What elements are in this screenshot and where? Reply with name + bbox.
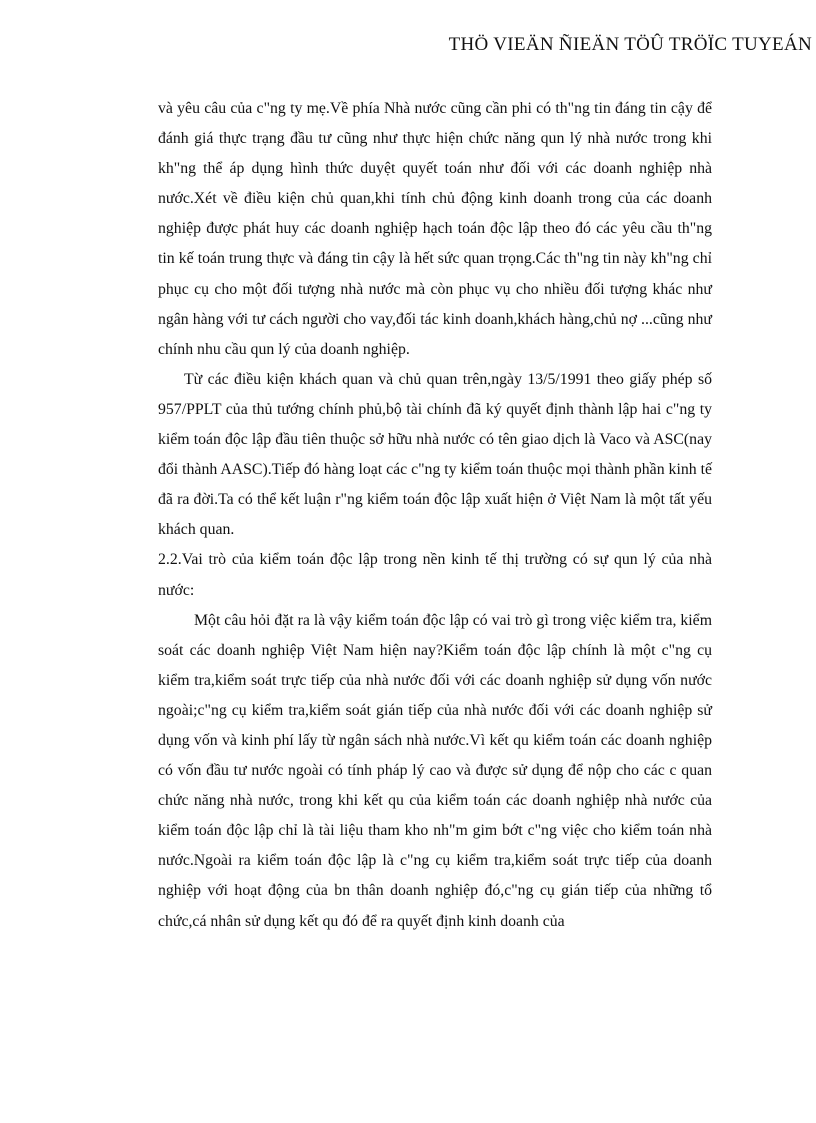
document-body [158,94,712,937]
page-header-title: THÖ VIEÄN ÑIEÄN TÖÛ TRÖÏC TUYEÁN [448,34,812,55]
paragraph-role: Một câu hỏi đặt ra là vậy kiểm toán độc lập có vai trò gì trong việc kiểm tra, kiểm soát các doanh nghiệp Việt Nam hiện nay?Kiểm toán độc lập chính là một c"ng cụ kiểm tra,kiểm soát trực tiếp của nhà nước đối với các doanh nghiệp sử dụng vốn nước ngoài;c"ng cụ kiểm tra,kiểm soát gián tiếp của nhà nước đối với các doanh nghiệp sử dụng vốn và kinh phí lấy từ ngân sách nhà nước.Vì kết qu kiểm toán các doanh nghiệp có vốn đầu tư nước ngoài có tính pháp lý cao và được sử dụng để nộp cho các c quan chức năng nhà nước, trong khi kết qu của kiểm toán các doanh nghiệp nhà nước của kiểm toán độc lập chỉ là tài liệu tham kho nh"m gim bớt c"ng việc cho kiểm toán nhà nước.Ngoài ra kiểm toán độc lập là c"ng cụ kiểm tra,kiểm soát trực tiếp của doanh nghiệp với hoạt động của bn thân doanh nghiệp đó,c"ng cụ gián tiếp của những tổ chức,cá nhân sử dụng kết qu đó để ra quyết định kinh doanh của [158,611,712,930]
paragraph-continuation: và yêu câu của c"ng ty mẹ.Về phía Nhà nước cũng cần phi có th"ng tin đáng tin cậy để đánh giá thực trạng đầu tư cũng như thực hiện chức năng qun lý nhà nước trong khi kh"ng thể áp dụng hình thức duyệt quyết toán như đối với các doanh nghiệp nhà nước.Xét về điều kiện chủ quan,khi tính chủ động kinh doanh trong của các doanh nghiệp được phát huy các doanh nghiệp hạch toán độc lập theo đó các yêu cầu th"ng tin kế toán trung thực và đáng tin cậy là hết sức quan trọng.Các th"ng tin này kh"ng chỉ phục cụ cho một đối tượng nhà nước mà còn phục vụ cho nhiều đối tượng khác như ngân hàng với tư cách người cho vay,đối tác kinh doanh,khách hàng,chủ nợ ...cũng như chính nhu cầu qun lý của doanh nghiệp. [158,100,712,358]
section-heading: 2.2.Vai trò của kiểm toán độc lập trong nền kinh tế thị trường có sự qun lý của nhà nước: [158,551,712,599]
paragraph-establishment: Từ các điều kiện khách quan và chủ quan trên,ngày 13/5/1991 theo giấy phép số 957/PPLT của thủ tướng chính phủ,bộ tài chính đã ký quyết định thành lập hai c"ng ty kiểm toán độc lập đầu tiên thuộc sở hữu nhà nước có tên giao dịch là Vaco và ASC(nay đổi thành AASC).Tiếp đó hàng loạt các c"ng ty kiểm toán thuộc mọi thành phần kinh tế đã ra đời.Ta có thể kết luận r"ng kiểm toán độc lập xuất hiện ở Việt Nam là một tất yếu khách quan. [158,370,712,539]
